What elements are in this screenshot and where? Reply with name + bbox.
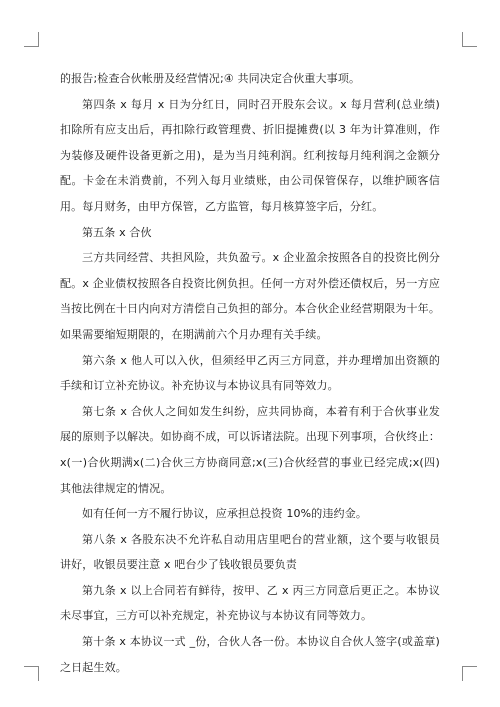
paragraph-6: 第七条 x 合伙人之间如发生纠纷，应共同协商，本着有利于合伙事业发展的原则予以解决。如协商不成，可以诉诸法院。出现下列事项，合伙终止：x(一)合伙期满x(二)合伙三方协商同意;x(三)合伙经营的事业已经完成;x(四)其他法律规定的情况。 — [60, 404, 440, 495]
crop-mark-bottom-left — [24, 666, 39, 681]
paragraph-9: 第九条 x 以上合同若有鲜待，按甲、乙 x 丙三方同意后更正之。本协议未尽事宜，三方可以补充规定，补充协议与本协议有同等效力。 — [60, 583, 440, 623]
paragraph-8: 第八条 x 各股东决不允许私自动用店里吧台的营业额，这个要与收银员讲好，收银员要注意 x 吧台少了钱收银员要负责 — [60, 532, 440, 572]
crop-mark-top-left — [24, 32, 39, 47]
paragraph-10: 第十条 x 本协议一式 _份，合伙人各一份。本协议自合伙人签字(或盖章)之日起生效。 — [60, 635, 440, 674]
paragraph-5: 第六条 x 他人可以入伙，但须经甲乙丙三方同意，并办理增加出资额的手续和订立补充协议。补充协议与本协议具有同等效力。 — [60, 353, 440, 393]
paragraph-2: 第四条 x 每月 x 日为分红日，同时召开股东会议。x 每月营利(总业绩)扣除所有应支出后，再扣除行政管理费、折旧提摊费(以 3 年为计算准则，作为装修及硬件设备更新之用)，是为当月纯利润。红利按每月纯利润之金额分配。卡金在未消费前，不列入每月业绩账，由公司保管保存，以维护顾客信用。每月财务，由甲方保管，乙方监管，每月核算签字后，分红。 — [60, 97, 440, 213]
paragraph-7: 如有任何一方不履行协议，应承担总投资 10%的违约金。 — [82, 507, 367, 521]
paragraph-3: 第五条 x 合伙 — [82, 225, 152, 239]
crop-mark-top-right — [462, 32, 477, 47]
crop-mark-bottom-right — [462, 666, 477, 681]
document-body — [60, 66, 440, 680]
paragraph-1: 的报告;检查合伙帐册及经营情况;④ 共同决定合伙重大事项。 — [60, 72, 361, 85]
paragraph-4: 三方共同经营、共担风险，共负盈亏。x 企业盈余按照各自的投资比例分配。x 企业债权按照各自投资比例负担。任何一方对外偿还债权后，另一方应当按比例在十日内向对方清偿自己负担的部分。本合伙企业经营期限为十年。如果需要缩短期限的，在期满前六个月办理有关手续。 — [60, 251, 440, 341]
